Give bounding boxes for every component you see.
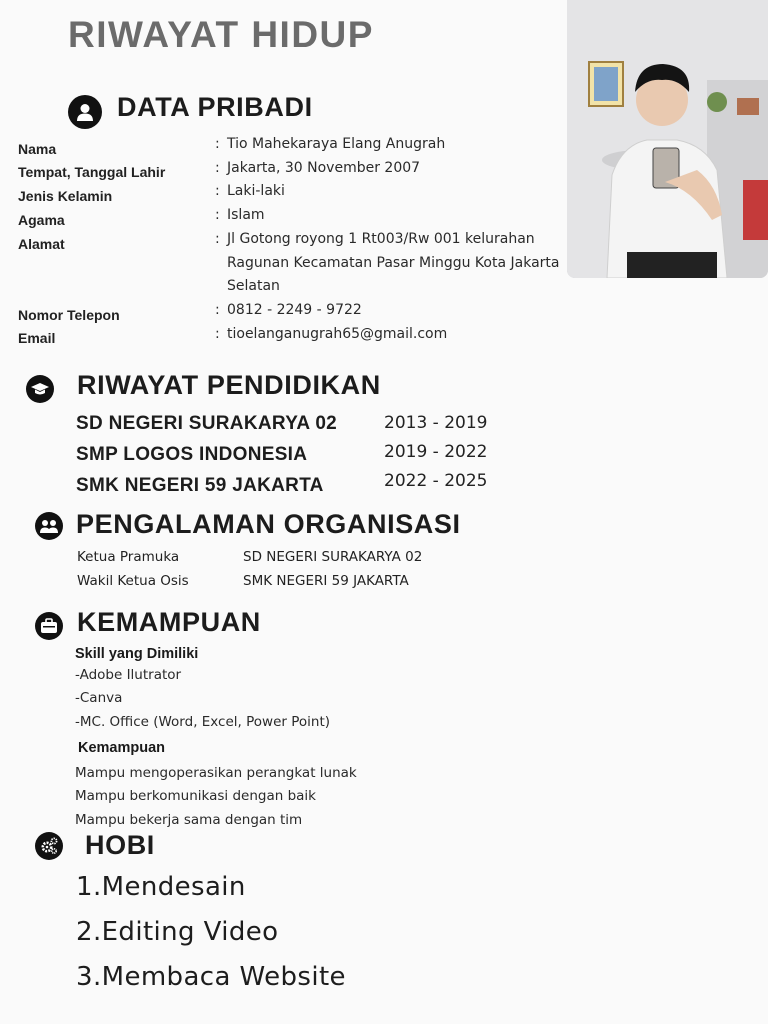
colon: : [215, 183, 220, 199]
organization-role: Ketua Pramuka [77, 549, 180, 565]
briefcase-icon [35, 612, 63, 640]
religion-value: Islam [227, 207, 265, 223]
page-title: RIWAYAT HIDUP [68, 14, 374, 55]
section-title-organization: PENGALAMAN ORGANISASI [76, 509, 461, 539]
education-school: SMK NEGERI 59 JAKARTA [76, 475, 324, 496]
group-icon [35, 512, 63, 540]
profile-photo-image [567, 0, 768, 278]
section-title-education: RIWAYAT PENDIDIKAN [77, 370, 381, 400]
education-years: 2022 - 2025 [384, 471, 488, 491]
hobby-item: 2.Editing Video [76, 917, 279, 947]
colon: : [215, 207, 220, 223]
skill-item: -MC. Office (Word, Excel, Power Point) [75, 714, 331, 730]
skill-item: -Canva [75, 690, 123, 706]
abilities-title: Kemampuan [78, 740, 166, 756]
ability-item: Mampu mengoperasikan perangkat lunak [75, 765, 357, 781]
gender-label: Jenis Kelamin [18, 188, 113, 204]
email-label: Email [18, 330, 56, 346]
address-label: Alamat [18, 236, 65, 252]
education-years: 2019 - 2022 [384, 442, 488, 462]
education-school: SMP LOGOS INDONESIA [76, 444, 308, 465]
name-value: Tio Mahekaraya Elang Anugrah [227, 136, 446, 152]
phone-value: 0812 - 2249 - 9722 [227, 302, 362, 318]
profile-photo [567, 0, 768, 278]
colon: : [215, 231, 220, 247]
section-title-personal: DATA PRIBADI [117, 92, 313, 122]
organization-role: Wakil Ketua Osis [77, 573, 189, 589]
colon: : [215, 160, 220, 176]
religion-label: Agama [18, 212, 65, 228]
education-years: 2013 - 2019 [384, 413, 488, 433]
colon: : [215, 326, 220, 342]
ability-item: Mampu berkomunikasi dengan baik [75, 788, 316, 804]
section-title-hobbies: HOBI [85, 830, 155, 860]
colon: : [215, 302, 220, 318]
phone-label: Nomor Telepon [18, 307, 120, 323]
address-line-2: Ragunan Kecamatan Pasar Minggu Kota Jakarta [227, 255, 560, 271]
skill-item: -Adobe Ilutrator [75, 667, 182, 683]
section-title-skills: KEMAMPUAN [77, 607, 261, 637]
graduation-cap-icon [26, 375, 54, 403]
birth-value: Jakarta, 30 November 2007 [227, 160, 421, 176]
user-circle-icon [68, 95, 102, 129]
name-label: Nama [18, 141, 57, 157]
birth-label: Tempat, Tanggal Lahir [18, 164, 166, 180]
education-school: SD NEGERI SURAKARYA 02 [76, 413, 338, 434]
hobby-item: 3.Membaca Website [76, 962, 346, 992]
address-line-1: Jl Gotong royong 1 Rt003/Rw 001 kelurahan [227, 231, 535, 247]
address-line-3: Selatan [227, 278, 280, 294]
gears-icon [35, 832, 63, 860]
organization-place: SMK NEGERI 59 JAKARTA [243, 573, 409, 589]
email-value: tioelanganugrah65@gmail.com [227, 326, 448, 342]
skills-owned-title: Skill yang Dimiliki [75, 646, 199, 662]
ability-item: Mampu bekerja sama dengan tim [75, 812, 303, 828]
hobby-item: 1.Mendesain [76, 872, 246, 902]
colon: : [215, 136, 220, 152]
gender-value: Laki-laki [227, 183, 285, 199]
organization-place: SD NEGERI SURAKARYA 02 [243, 549, 423, 565]
